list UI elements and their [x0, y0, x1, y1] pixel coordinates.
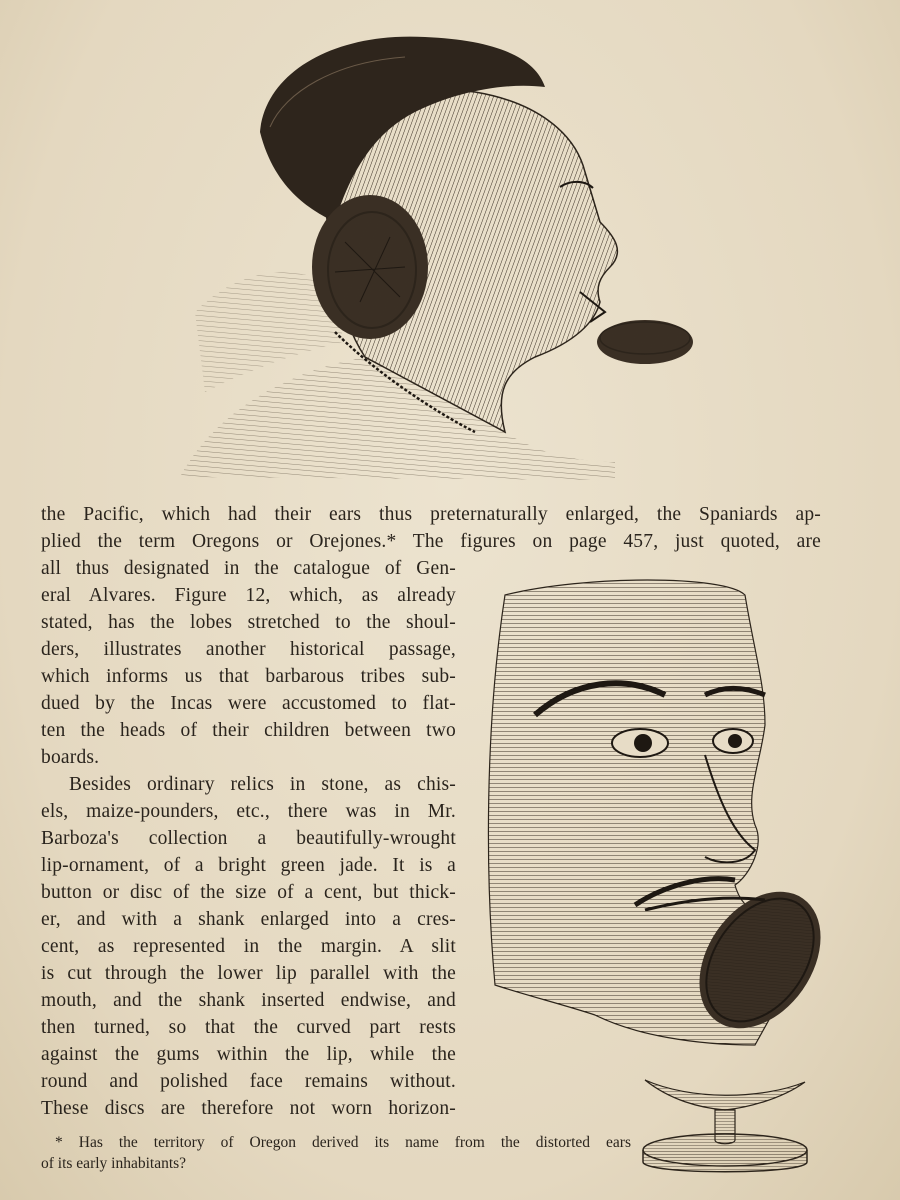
paragraph-intro-full: [41, 501, 821, 555]
text-line: Barboza's collection a beautifully-wrought: [41, 828, 456, 849]
text-line: stated, has the lobes stretched to the shoul-: [41, 612, 456, 633]
text-line: ten the heads of their children between two: [41, 720, 456, 741]
text-column: [41, 555, 456, 1122]
footnote: [41, 1132, 631, 1174]
footnote-line: of its early inhabitants?: [41, 1155, 187, 1172]
text-line: round and polished face remains without.: [41, 1071, 456, 1092]
text-line: lip-ornament, of a bright green jade. It is a: [41, 855, 456, 876]
text-line: which informs us that barbarous tribes sub-: [41, 666, 456, 687]
text-line: all thus designated in the catalogue of Gen-: [41, 558, 456, 579]
engraving-profile-ear-lip-disc: [175, 12, 705, 492]
text-line: Besides ordinary relics in stone, as chis-: [69, 774, 456, 795]
text-line: then turned, so that the curved part rests: [41, 1017, 456, 1038]
text-line: els, maize-pounders, etc., there was in Mr.: [41, 801, 456, 822]
text-line: eral Alvares. Figure 12, which, as already: [41, 585, 456, 606]
text-line: These discs are therefore not worn horizon-: [41, 1098, 456, 1119]
text-line: the Pacific, which had their ears thus preternaturally enlarged, the Spaniards ap-: [41, 504, 821, 525]
text-line: button or disc of the size of a cent, but thick-: [41, 882, 456, 903]
footnote-line: * Has the territory of Oregon derived its name from the distorted ears: [55, 1134, 631, 1151]
engraving-face-lip-ornament: [465, 575, 825, 1115]
text-line: boards.: [41, 747, 100, 768]
text-line: ders, illustrates another historical passage,: [41, 639, 456, 660]
engraving-lip-ornament-object: [630, 1070, 820, 1180]
text-line: is cut through the lower lip parallel with the: [41, 963, 456, 984]
text-line: er, and with a shank enlarged into a cres-: [41, 909, 456, 930]
text-line: cent, as represented in the margin. A slit: [41, 936, 456, 957]
text-line: against the gums within the lip, while the: [41, 1044, 456, 1065]
text-line: dued by the Incas were accustomed to flat-: [41, 693, 456, 714]
text-line: plied the term Oregons or Orejones.* The figures on page 457, just quoted, are: [41, 531, 821, 552]
text-line: mouth, and the shank inserted endwise, and: [41, 990, 456, 1011]
